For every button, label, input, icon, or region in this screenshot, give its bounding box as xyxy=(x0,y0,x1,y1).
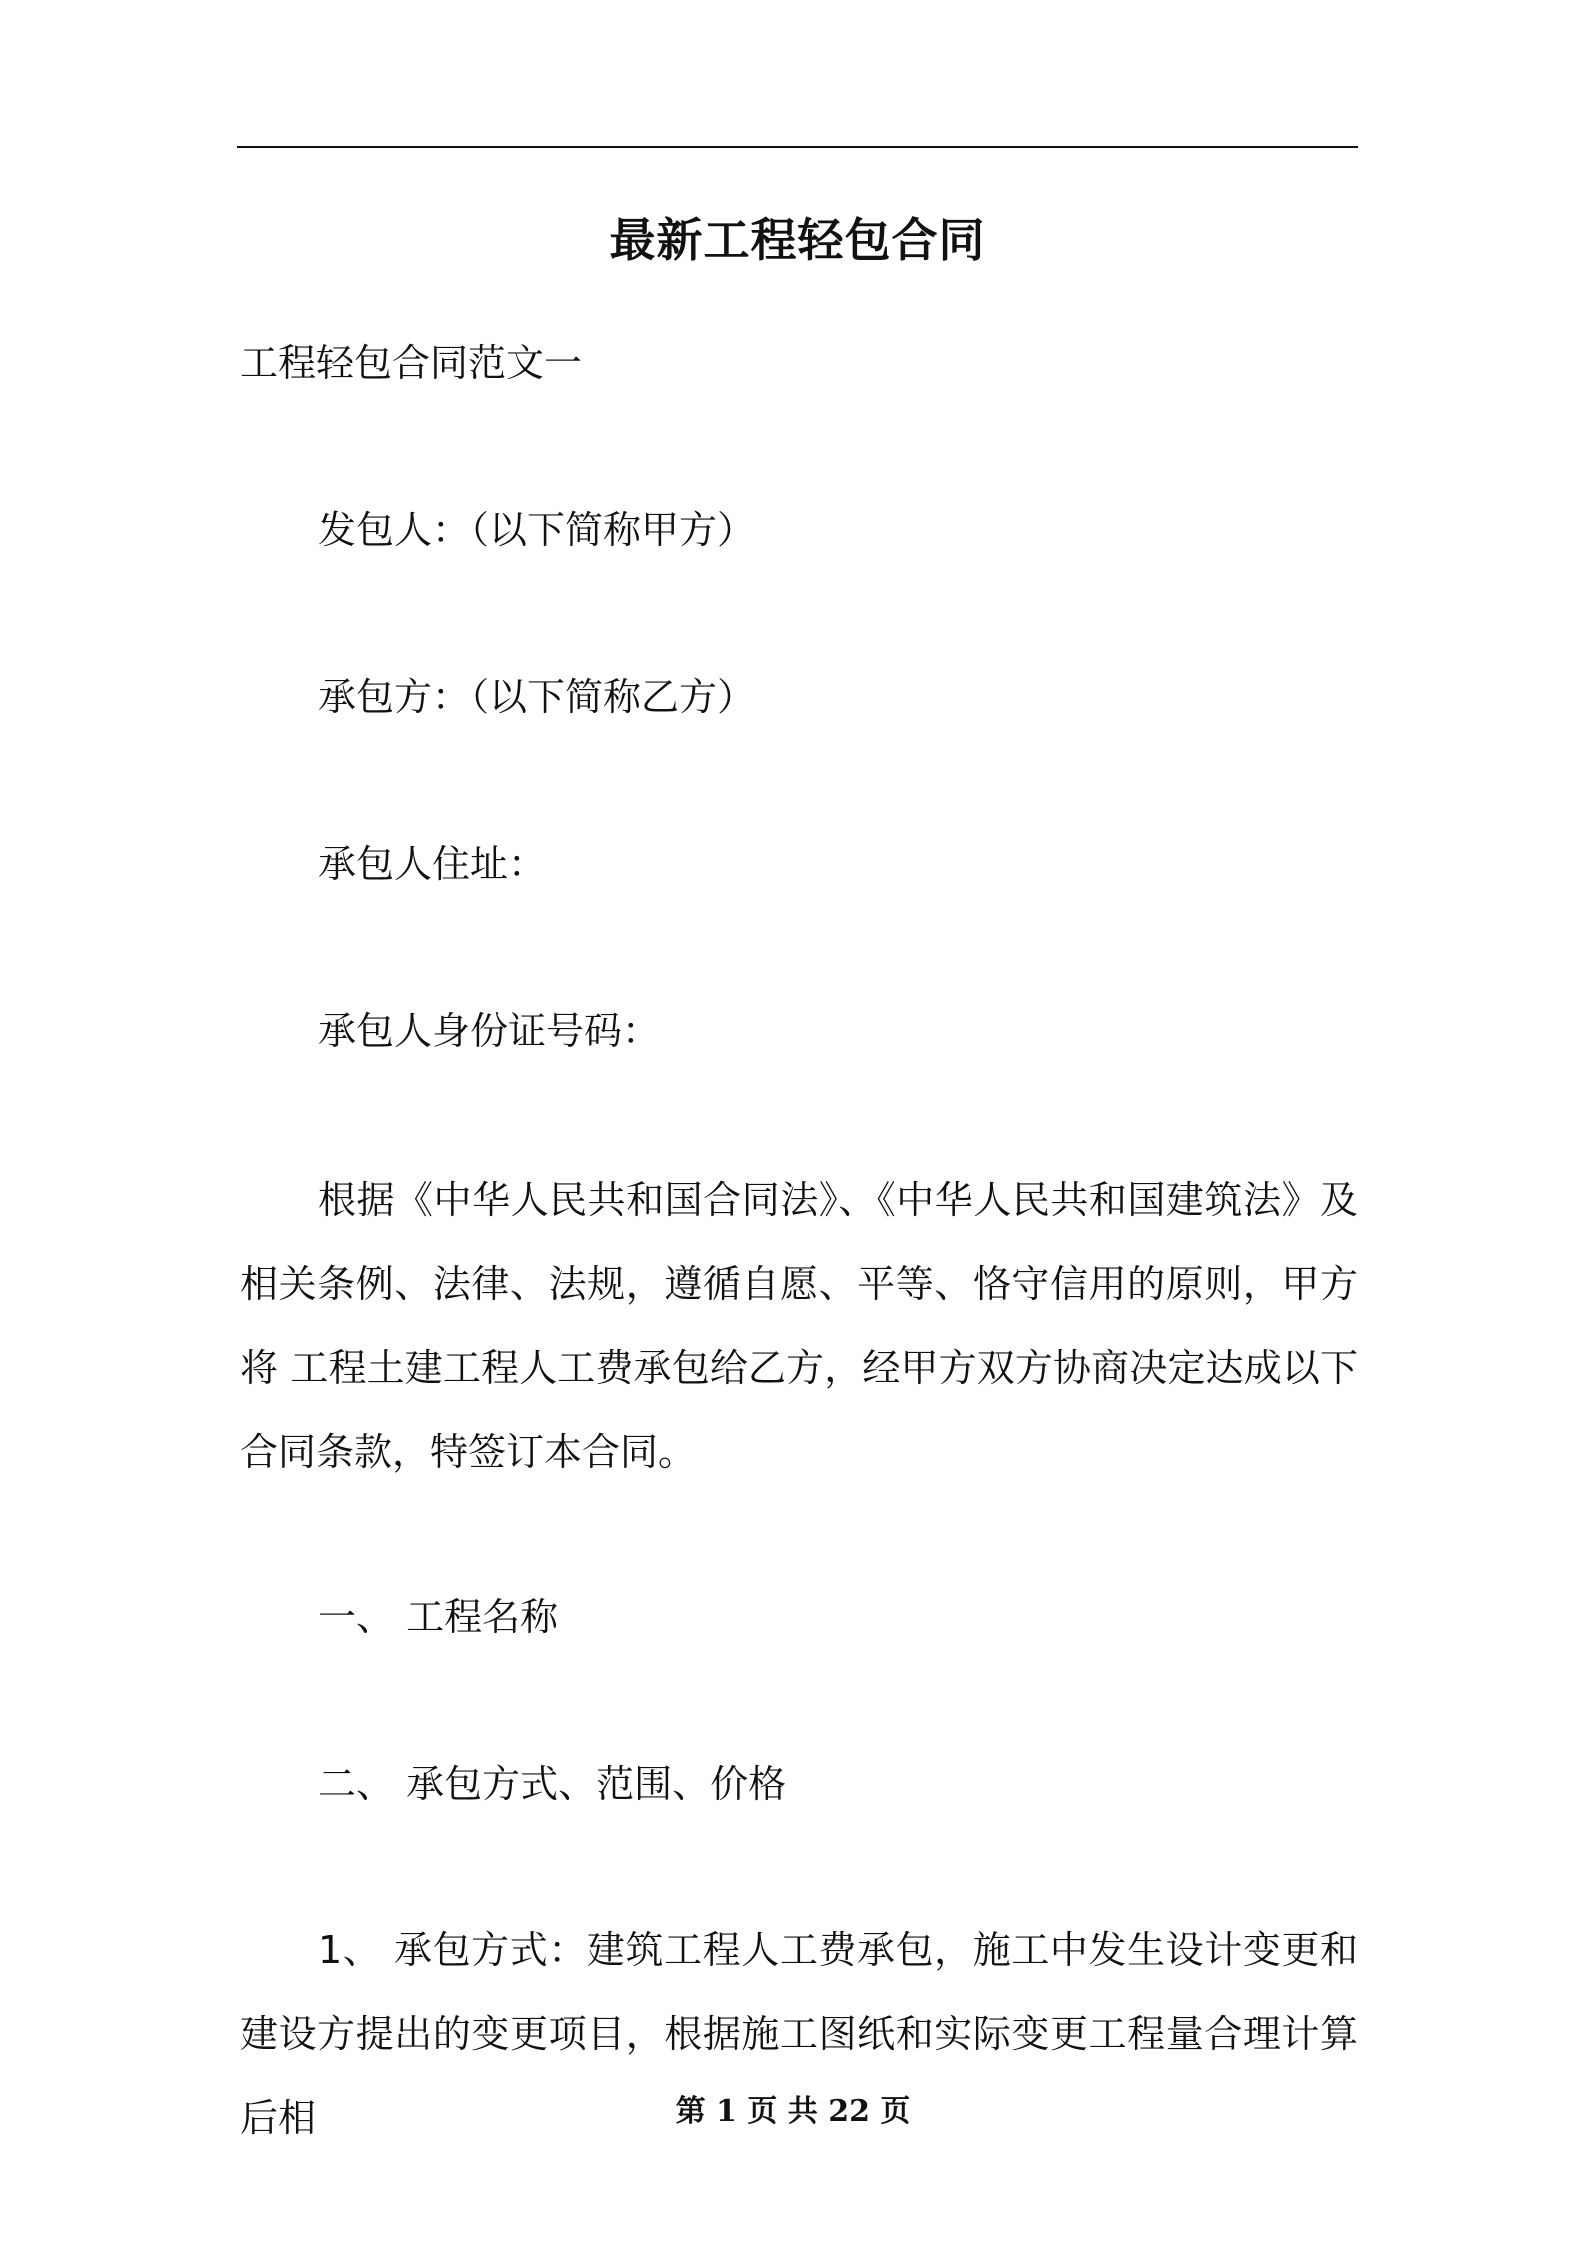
contractor-address-field: 承包人住址： xyxy=(318,842,547,886)
contractor-id-field: 承包人身份证号码： xyxy=(318,1009,661,1053)
header-rule xyxy=(237,146,1358,148)
employer-field: 发包人：（以下简称甲方） xyxy=(318,508,756,552)
section-heading-2: 二、 承包方式、范围、价格 xyxy=(318,1762,787,1806)
section-heading-1: 一、 工程名称 xyxy=(318,1595,559,1639)
document-subtitle: 工程轻包合同范文一 xyxy=(240,341,583,385)
document-title: 最新工程轻包合同 xyxy=(609,213,986,267)
page-number-footer: 第 1 页 共 22 页 xyxy=(675,2094,911,2129)
contractor-field: 承包方：（以下简称乙方） xyxy=(318,675,756,719)
preamble-paragraph: 根据《中华人民共和国合同法》、《中华人民共和国建筑法》及相关条例、法律、法规，遵循自愿、平等、恪守信用的原则，甲方将 工程土建工程人工费承包给乙方，经甲方双方协商决定达成以下合同条款，特签订本合同。 xyxy=(240,1178,1358,1474)
clause-1-paragraph: 1、 承包方式：建筑工程人工费承包，施工中发生设计变更和建设方提出的变更项目，根据施工图纸和实际变更工程量合理计算后相 xyxy=(240,1928,1358,2140)
